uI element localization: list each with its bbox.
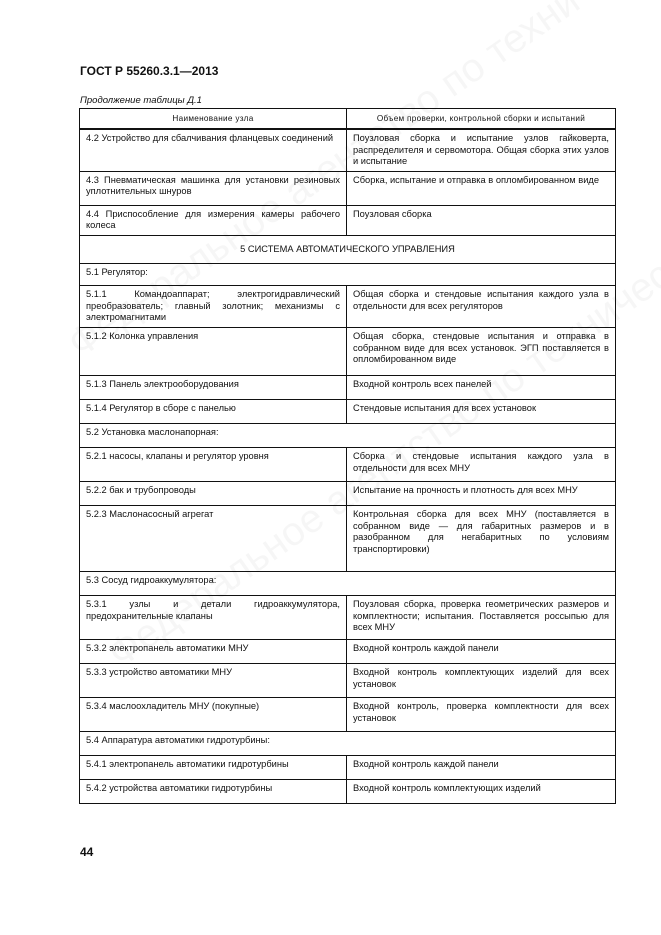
inspection-scope-cell: Входной контроль каждой панели xyxy=(347,639,616,663)
inspection-table xyxy=(79,108,616,804)
table-row xyxy=(80,663,616,697)
inspection-scope-cell: Поузловая сборка и испытание узлов гайковерта, распределителя и сервомотора. Общая сборка этих узлов и испытание xyxy=(347,129,616,171)
table-row xyxy=(80,481,616,505)
table-row xyxy=(80,447,616,481)
inspection-scope-cell: Общая сборка, стендовые испытания и отправка в собранном виде для всех установок. ЭГП поставляется в опломбированном виде xyxy=(347,327,616,375)
table-row xyxy=(80,205,616,235)
inspection-scope-cell: Поузловая сборка xyxy=(347,205,616,235)
inspection-scope-cell: Поузловая сборка, проверка геометрических размеров и комплектности; испытания. Поставляется россыпью для всех МНУ xyxy=(347,595,616,639)
node-name-cell: 5.1.2 Колонка управления xyxy=(80,327,347,375)
node-name-cell: 5.2.2 бак и трубопроводы xyxy=(80,481,347,505)
table-row xyxy=(80,505,616,571)
node-name-cell: 5.1.3 Панель электрооборудования xyxy=(80,375,347,399)
inspection-scope-cell: Входной контроль комплектующих изделий xyxy=(347,779,616,803)
inspection-scope-cell: Испытание на прочность и плотность для всех МНУ xyxy=(347,481,616,505)
table-row xyxy=(80,779,616,803)
document-code: ГОСТ Р 55260.3.1—2013 xyxy=(80,64,219,78)
table-header-row xyxy=(80,109,616,130)
group-title: 5.3 Сосуд гидроаккумулятора: xyxy=(80,571,616,595)
inspection-scope-cell: Общая сборка и стендовые испытания каждого узла в отдельности для всех регуляторов xyxy=(347,285,616,327)
node-name-cell: 4.3 Пневматическая машинка для установки резиновых уплотнительных шнуров xyxy=(80,171,347,205)
node-name-cell: 5.2.1 насосы, клапаны и регулятор уровня xyxy=(80,447,347,481)
node-name-cell: 4.2 Устройство для сбалчивания фланцевых соединений xyxy=(80,129,347,171)
inspection-scope-cell: Стендовые испытания для всех установок xyxy=(347,399,616,423)
column-header-name: Наименование узла xyxy=(80,109,347,130)
node-name-cell: 5.4.2 устройства автоматики гидротурбины xyxy=(80,779,347,803)
node-name-cell: 5.3.3 устройство автоматики МНУ xyxy=(80,663,347,697)
column-header-scope: Объем проверки, контрольной сборки и испытаний xyxy=(347,109,616,130)
table-row xyxy=(80,375,616,399)
node-name-cell: 5.3.2 электропанель автоматики МНУ xyxy=(80,639,347,663)
section-title: 5 СИСТЕМА АВТОМАТИЧЕСКОГО УПРАВЛЕНИЯ xyxy=(80,235,616,263)
table-row xyxy=(80,595,616,639)
group-row xyxy=(80,571,616,595)
inspection-scope-cell: Сборка и стендовые испытания каждого узла в отдельности для всех МНУ xyxy=(347,447,616,481)
table-row xyxy=(80,285,616,327)
table-row xyxy=(80,171,616,205)
table-row xyxy=(80,755,616,779)
table-row xyxy=(80,399,616,423)
table-row xyxy=(80,129,616,171)
group-row xyxy=(80,263,616,285)
table-caption: Продолжение таблицы Д.1 xyxy=(80,95,202,106)
node-name-cell: 5.3.4 маслоохладитель МНУ (покупные) xyxy=(80,697,347,731)
group-row xyxy=(80,423,616,447)
group-title: 5.1 Регулятор: xyxy=(80,263,616,285)
group-row xyxy=(80,731,616,755)
node-name-cell: 5.3.1 узлы и детали гидроаккумулятора, предохранительные клапаны xyxy=(80,595,347,639)
group-title: 5.4 Аппаратура автоматики гидротурбины: xyxy=(80,731,616,755)
inspection-scope-cell: Входной контроль, проверка комплектности для всех установок xyxy=(347,697,616,731)
inspection-scope-cell: Контрольная сборка для всех МНУ (поставляется в собранном виде — для габаритных размеров и в разобранном для негабаритных по условиям транспортировки) xyxy=(347,505,616,571)
inspection-scope-cell: Входной контроль комплектующих изделий для всех установок xyxy=(347,663,616,697)
table-row xyxy=(80,327,616,375)
table-row xyxy=(80,639,616,663)
node-name-cell: 5.1.4 Регулятор в сборе с панелью xyxy=(80,399,347,423)
table-row xyxy=(80,697,616,731)
table-body xyxy=(80,129,616,803)
inspection-scope-cell: Сборка, испытание и отправка в опломбированном виде xyxy=(347,171,616,205)
section-row xyxy=(80,235,616,263)
node-name-cell: 5.1.1 Командоаппарат; электрогидравлический преобразователь; главный золотник; механизмы с электромагнитами xyxy=(80,285,347,327)
node-name-cell: 5.4.1 электропанель автоматики гидротурбины xyxy=(80,755,347,779)
node-name-cell: 4.4 Приспособление для измерения камеры рабочего колеса xyxy=(80,205,347,235)
inspection-scope-cell: Входной контроль всех панелей xyxy=(347,375,616,399)
node-name-cell: 5.2.3 Маслонасосный агрегат xyxy=(80,505,347,571)
group-title: 5.2 Установка маслонапорная: xyxy=(80,423,616,447)
page-number: 44 xyxy=(80,845,94,859)
inspection-scope-cell: Входной контроль каждой панели xyxy=(347,755,616,779)
